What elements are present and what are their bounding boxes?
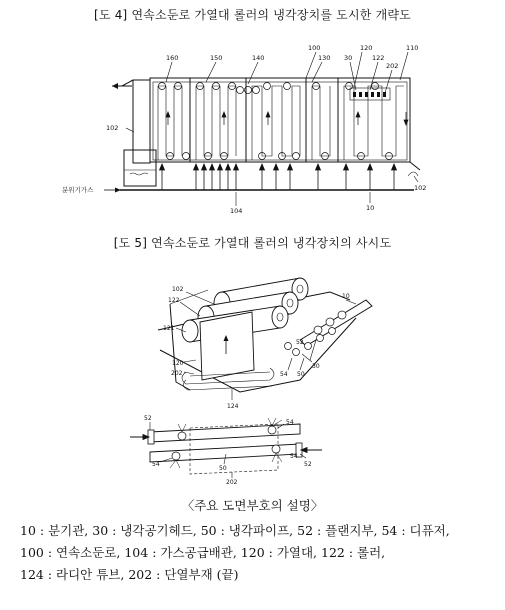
legend-item: 202 : 단열부재 (끝) xyxy=(128,567,239,582)
fig4-label-160: 160 xyxy=(166,54,179,62)
legend-item: 52 : 플랜지부, xyxy=(297,523,378,538)
fig4-label-102-left: 102 xyxy=(106,124,119,132)
fig5-label-202: 202 xyxy=(171,370,183,377)
fig5-label-54: 54 xyxy=(280,371,288,378)
fig5-label-120: 120 xyxy=(172,360,184,367)
legend-item: 30 : 냉각공기헤드, xyxy=(92,523,197,538)
figure5-perspective xyxy=(130,278,372,486)
figure4-caption: [도 4] 연속소둔로 가열대 롤러의 냉각장치를 도시한 개략도 xyxy=(94,8,411,22)
fig5-label-10: 10 xyxy=(342,293,350,300)
fig5-label-54-top: 54 xyxy=(286,419,294,426)
fig5-label-121: 121 xyxy=(163,325,175,332)
fig5-label-102: 102 xyxy=(172,286,184,293)
legend-item: 124 : 라디안 튜브, xyxy=(20,567,125,582)
fig4-label-102-right: 102 xyxy=(414,184,427,192)
fig5-label-124: 124 xyxy=(227,403,239,410)
fig5-label-54-bottom: 54 xyxy=(152,461,160,468)
legend-item: 122 : 롤러, xyxy=(321,545,386,560)
legend-list xyxy=(20,520,490,586)
fig5-label-52-top: 52 xyxy=(144,415,152,422)
legend-item: 104 : 가스공급배관, xyxy=(124,545,237,560)
fig5-label-52-bottom: 52 xyxy=(304,461,312,468)
fig4-label-150: 150 xyxy=(210,54,223,62)
legend-item: 120 : 가열대, xyxy=(240,545,318,560)
fig4-label-120: 120 xyxy=(360,44,373,52)
fig4-label-104: 104 xyxy=(230,207,243,215)
legend-item: 10 : 분기관, xyxy=(20,523,89,538)
fig5-label-202-bottom: 202 xyxy=(226,479,238,486)
fig4-label-130: 130 xyxy=(318,54,331,62)
fig4-label-30: 30 xyxy=(344,54,353,62)
fig4-label-10: 10 xyxy=(366,204,375,212)
fig5-label-50-bottom: 50 xyxy=(219,465,227,472)
fig4-gas-label: 분위기가스 xyxy=(62,186,94,194)
fig4-label-110: 110 xyxy=(406,44,419,52)
figure4-schematic xyxy=(62,44,426,215)
fig5-label-50: 50 xyxy=(297,371,305,378)
legend-title: 〈주요 도면부호의 설명〉 xyxy=(181,498,324,513)
fig5-label-52: 52 xyxy=(296,339,304,346)
figure5-caption: [도 5] 연속소둔로 가열대 롤러의 냉각장치의 사시도 xyxy=(113,236,392,250)
fig5-label-30: 30 xyxy=(312,363,320,370)
fig4-label-122: 122 xyxy=(372,54,385,62)
fig4-label-100: 100 xyxy=(308,44,321,52)
fig5-label-54-right: 54 xyxy=(290,453,298,460)
legend-item: 50 : 냉각파이프, xyxy=(200,523,294,538)
legend-item: 100 : 연속소둔로, xyxy=(20,545,121,560)
legend-item: 54 : 디퓨저, xyxy=(381,523,450,538)
fig4-label-140: 140 xyxy=(252,54,265,62)
fig4-label-202: 202 xyxy=(386,62,399,70)
fig5-label-122: 122 xyxy=(168,297,180,304)
